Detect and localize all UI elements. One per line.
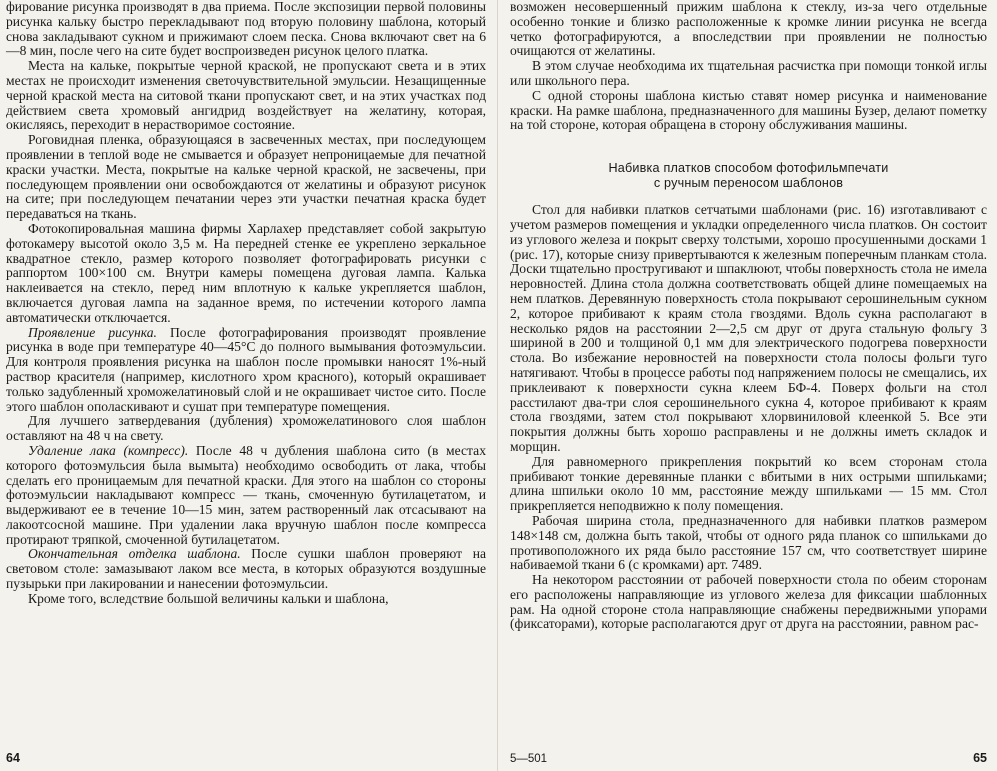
section-heading-line-1: Набивка платков способом фотофильмпечати	[608, 161, 889, 176]
paragraph-lead: Удаление лака (компресс).	[28, 442, 189, 458]
paragraph-text: возможен несовершенный прижим шаблона к стеклу, из-за чего отдельные особенно тонкие и близко расположенные к кромке линии рисунка не всегда четко фотографируются, а впоследствии при проявлении не полностью очищаются от желатины.	[510, 0, 987, 59]
section-heading-line-2: с ручным переносом шаблонов	[653, 176, 844, 191]
paragraph-text: Роговидная пленка, образующаяся в засвеченных местах, при последующем проявлении в теплой воде не смывается и образует непроницаемые для печатной краски участки. Места, покрытые на кальке черной краской, не засвечены, при последующем проявлении они освобождаются от желатины и образуют рисунок на сите; при последующем печатании через эти участки печатная краска будет передаваться на ткань.	[6, 132, 486, 222]
paragraph	[510, 573, 987, 632]
paragraph-text: Места на кальке, покрытые черной краской, не пропускают света и в этих местах не происходит изменения светочувствительной эмульсии. Незащищенные черной краской места на ситовой ткани пропускают свет, и на этих участках под действием света хромовый ангидрид воздействует на желатину, которая, окисляясь, переходит в нерастворимое состояние.	[6, 58, 486, 133]
paragraph-text: После фотографирования производят проявление рисунка в воде при температуре 40—45°С до полного вымывания фотоэмульсии. Для контроля проявления рисунка на шаблон после промывки наносят 1%-ный раствор красителя (например, кислотного хром красного), который окрашивает только задубленный хроможелатиновый слой и не окрашивает чистое сито. После этого шаблон ополаскивают и сушат при температуре помещения.	[6, 324, 486, 414]
page-number-right: 65	[973, 751, 987, 765]
paragraph	[510, 0, 987, 59]
paragraph-text: После 48 ч дубления шаблона сито (в местах которого фотоэмульсия была вымыта) необходимо освободить от лака, чтобы сделать его проницаемым для печатной краски. Для этого на шаблон со стороны фотоэмульсии накладывают компресс — ткань, смоченную бутилацетатом, и выдерживают ее в течение 10—15 мин, затем растворенный лак отсасывают на лакоотсосной машине. При удалении лака вручную шаблон после компресса протирают тряпкой, смоченной бутилацетатом.	[6, 442, 486, 547]
paragraph	[6, 444, 486, 548]
paragraph	[6, 0, 486, 59]
left-page-body	[6, 0, 486, 607]
paragraph-text: После сушки шаблон проверяют на световом столе: замазывают лаком все места, в которых образуются воздушные пузырьки при лакировании и нанесении фотоэмульсии.	[6, 546, 487, 592]
paragraph-text: С одной стороны шаблона кистью ставят номер рисунка и наименование краски. На рамке шаблона, предназначенного для машины Бузер, делают пометку на той стороне, которая обращена в сторону обслуживания машины.	[510, 87, 987, 133]
paragraph	[510, 59, 987, 89]
paragraph	[6, 414, 486, 444]
paragraph-text: Рабочая ширина стола, предназначенного для набивки платков размером 148×148 см, должна быть такой, чтобы от одного ряда планок со шпильками до противоположного их ряда было расстояние 157 см, что соответствует ширине набиваемой ткани 6 (с кромками) арт. 7489.	[510, 512, 987, 573]
paragraph	[510, 455, 987, 514]
paragraph-text: На некотором расстоянии от рабочей поверхности стола по обеим сторонам его расположены направляющие из углового железа для фиксации шаблонных рам. На одной стороне стола направляющие снабжены передвижными упорами (фиксаторами), которые располагаются друг от друга на расстоянии, равном рас-	[510, 572, 987, 632]
paragraph-text: Для равномерного прикрепления покрытий ко всем сторонам стола прибивают тонкие деревянные планки с вбитыми в них острыми шпильками; длина шпильки около 10 мм, расстояние между шпильками — 15 мм. Стол прикрепляется неподвижно к полу помещения.	[510, 453, 987, 514]
right-page-body-top	[510, 0, 987, 133]
paragraph	[510, 203, 987, 455]
paragraph-lead: Окончательная отделка шаблона.	[28, 546, 241, 562]
right-page	[498, 0, 997, 771]
paragraph	[6, 592, 486, 607]
left-page	[0, 0, 498, 771]
paragraph	[6, 133, 486, 222]
paragraph-text: В этом случае необходима их тщательная расчистка при помощи тонкой иглы или школьного пера.	[510, 58, 987, 88]
paragraph	[510, 89, 987, 133]
paragraph-text: Для лучшего затвердевания (дубления) хроможелатинового слоя шаблон оставляют на 48 ч на свету.	[6, 413, 486, 444]
paragraph-text: Стол для набивки платков сетчатыми шаблонами (рис. 16) изготавливают с учетом размеров помещения и укладки определенного числа платков. Он состоит из углового железа и покрыт сверху толстыми, хорошо просушенными досками 1 (рис. 17), которые снизу привертываются к железным поперечным планкам стола. Доски тщательно простругивают и шпаклюют, чтобы поверхность стола не имела неровностей. Длина стола должна соответствовать общей длине помещаемых на нем платков. Деревянную поверхность стола покрывают серошинельным сукном 2, которое прибивают к краям стола гвоздями. Вдоль сукна располагают в несколько рядов на расстоянии 2—2,5 см друг от друга стальную фольгу 3 шириной в 200 и толщиной 0,1 мм для электрического подогрева поверхности стола. Во избежание неровностей на поверхности стола полосы фольги туго натягивают. Чтобы в процессе работы под напряжением полосы не смещались, их приклеивают к поверхности сукна клеем БФ-4. Поверх фольги на стол расстилают два-три слоя серошинельного сукна 4, которое прибивают к краям стола гвоздями, затем стол покрывают хлорвиниловой клеенкой 5. Все эти покрытия должны быть хорошо расправлены и не должны иметь складок и морщин.	[510, 202, 987, 454]
section-heading	[510, 161, 987, 191]
signature-mark: 5—501	[510, 753, 548, 765]
paragraph-lead: Проявление рисунка.	[28, 324, 157, 340]
paragraph-text: фирование рисунка производят в два приема. После экспозиции первой половины рисунка кальку быстро перекладывают под вторую половину шаблона, который снова закладывают сукном и прижимают слоем песка. Снова включают свет на 6—8 мин, после чего на сите будет воспроизведен рисунок целого платка.	[6, 0, 486, 59]
right-page-body-bottom	[510, 203, 987, 632]
paragraph	[6, 326, 486, 415]
paragraph	[6, 59, 486, 133]
paragraph-text: Фотокопировальная машина фирмы Харлахер представляет собой закрытую фотокамеру высотой около 3,5 м. На передней стенке ее укреплено зеркальное квадратное стекло, размер которого позволяет фотографировать рисунки с раппортом 100×100 см. Внутри камеры помещена дуговая лампа. Калька наклеивается на стекло, перед ним вплотную к кальке укрепляется шаблон, включается дуговая лампа на заданное время, по истечении которого лампа автоматически отключается.	[6, 220, 486, 325]
page-number-left: 64	[6, 751, 20, 765]
paragraph-text: Кроме того, вследствие большой величины кальки и шаблона,	[28, 590, 389, 606]
paragraph	[6, 222, 486, 326]
paragraph	[510, 514, 987, 573]
paragraph	[6, 547, 486, 591]
